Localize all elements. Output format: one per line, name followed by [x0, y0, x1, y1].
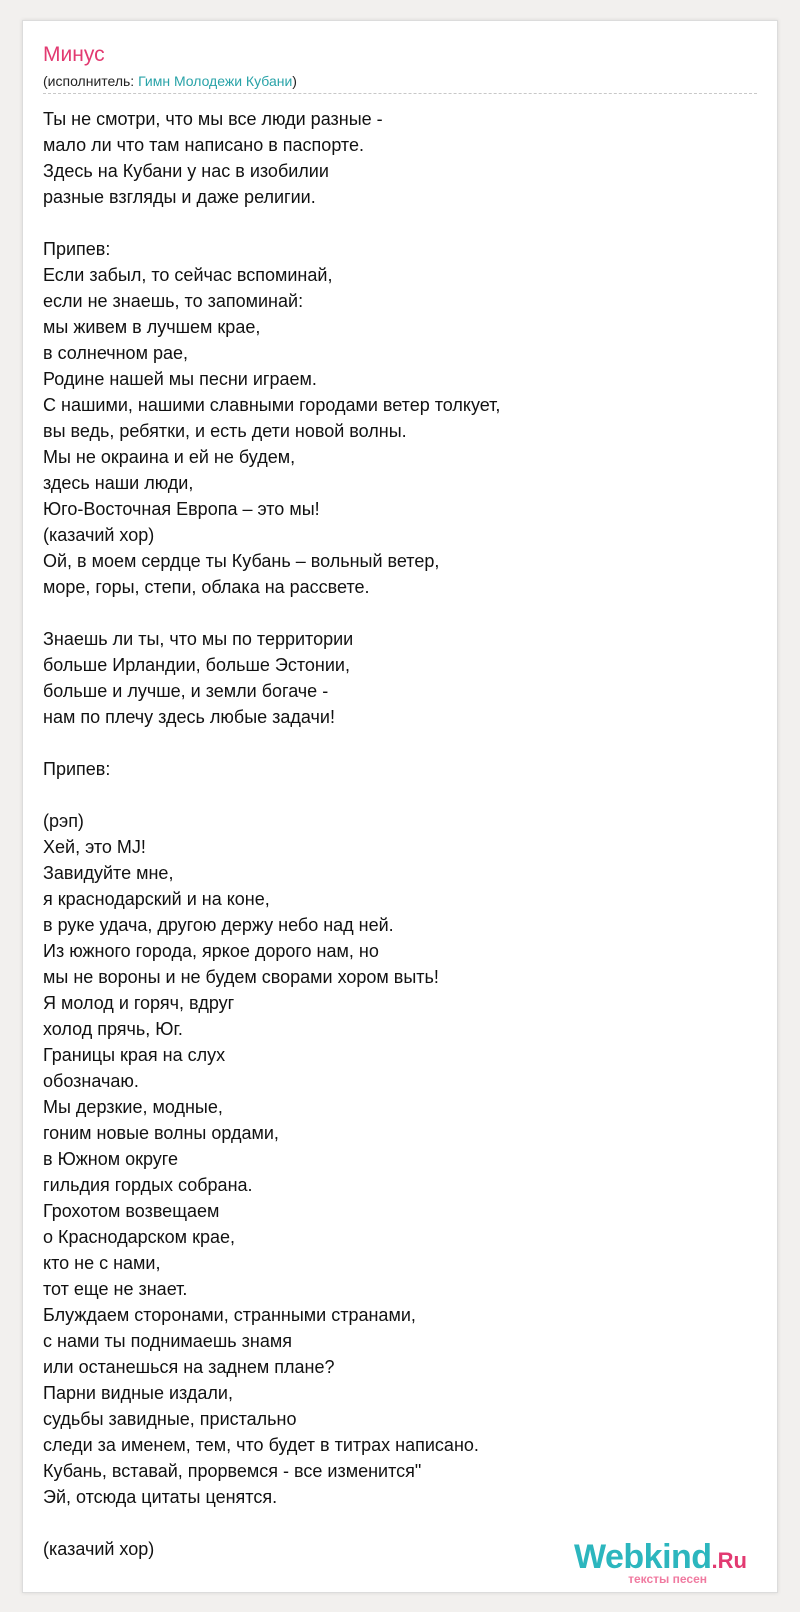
- lyric-line: Эй, отсюда цитаты ценятся.: [43, 1487, 278, 1507]
- lyric-line: море, горы, степи, облака на рассвете.: [43, 577, 370, 597]
- lyric-line: [43, 782, 759, 808]
- lyric-line: кто не с нами,: [43, 1253, 161, 1273]
- artist-link[interactable]: Гимн Молодежи Кубани: [138, 73, 293, 89]
- lyric-line: Знаешь ли ты, что мы по территории: [43, 629, 354, 649]
- lyric-line: [43, 1510, 759, 1536]
- lyric-line: (казачий хор): [43, 1539, 155, 1559]
- lyric-line: С нашими, нашими славными городами ветер толкует,: [43, 395, 501, 415]
- lyric-line: здесь наши люди,: [43, 473, 194, 493]
- lyric-line: Мы не окраина и ей не будем,: [43, 447, 296, 467]
- lyric-line: Я молод и горяч, вдруг: [43, 993, 235, 1013]
- lyric-line: Здесь на Кубани у нас в изобилии: [43, 161, 329, 181]
- lyric-line: мало ли что там написано в паспорте.: [43, 135, 364, 155]
- logo-tld: .Ru: [711, 1548, 747, 1573]
- lyric-line: [43, 210, 759, 236]
- divider: [43, 93, 757, 94]
- lyric-line: мы не вороны и не будем сворами хором выть!: [43, 967, 439, 987]
- logo-tagline: тексты песен: [628, 1572, 707, 1586]
- lyric-line: Парни видные издали,: [43, 1383, 233, 1403]
- lyric-line: Юго-Восточная Европа – это мы!: [43, 499, 320, 519]
- lyric-line: разные взгляды и даже религии.: [43, 187, 316, 207]
- artist-suffix: ): [292, 73, 297, 89]
- lyric-line: (рэп): [43, 811, 84, 831]
- lyric-line: гоним новые волны ордами,: [43, 1123, 279, 1143]
- lyric-line: Припев:: [43, 759, 111, 779]
- lyric-line: вы ведь, ребятки, и есть дети новой волны.: [43, 421, 407, 441]
- lyric-line: [43, 730, 759, 756]
- lyric-line: мы живем в лучшем крае,: [43, 317, 261, 337]
- lyric-line: Границы края на слух: [43, 1045, 226, 1065]
- lyrics-text: [43, 106, 759, 1562]
- lyric-line: гильдия гордых собрана.: [43, 1175, 253, 1195]
- lyric-line: обозначаю.: [43, 1071, 139, 1091]
- lyric-line: Блуждаем сторонами, странными странами,: [43, 1305, 416, 1325]
- lyric-line: Родине нашей мы песни играем.: [43, 369, 317, 389]
- lyric-line: Хей, это MJ!: [43, 837, 146, 857]
- lyric-line: с нами ты поднимаешь знамя: [43, 1331, 292, 1351]
- lyric-line: судьбы завидные, пристально: [43, 1409, 297, 1429]
- lyric-line: в руке удача, другою держу небо над ней.: [43, 915, 394, 935]
- lyric-line: Ты не смотри, что мы все люди разные -: [43, 109, 383, 129]
- lyric-line: Ой, в моем сердце ты Кубань – вольный ветер,: [43, 551, 440, 571]
- lyric-line: Завидуйте мне,: [43, 863, 174, 883]
- lyric-line: тот еще не знает.: [43, 1279, 188, 1299]
- lyric-line: Из южного города, яркое дорого нам, но: [43, 941, 379, 961]
- lyric-line: Кубань, вставай, прорвемся - все изменится": [43, 1461, 422, 1481]
- lyric-line: я краснодарский и на коне,: [43, 889, 270, 909]
- site-logo[interactable]: [574, 1538, 747, 1586]
- lyric-line: если не знаешь, то запоминай:: [43, 291, 304, 311]
- artist-prefix: (исполнитель:: [43, 73, 139, 89]
- lyric-line: больше и лучше, и земли богаче -: [43, 681, 329, 701]
- lyric-line: или останешься на заднем плане?: [43, 1357, 335, 1377]
- lyric-line: Мы дерзкие, модные,: [43, 1097, 223, 1117]
- lyric-line: следи за именем, тем, что будет в титрах написано.: [43, 1435, 479, 1455]
- lyric-line: холод прячь, Юг.: [43, 1019, 183, 1039]
- lyric-line: [43, 600, 759, 626]
- logo-brand: Webkind: [574, 1538, 712, 1576]
- lyric-line: в солнечном рае,: [43, 343, 188, 363]
- lyric-line: нам по плечу здесь любые задачи!: [43, 707, 335, 727]
- song-title: Минус: [43, 43, 105, 66]
- lyric-line: в Южном округе: [43, 1149, 178, 1169]
- artist-line: [43, 73, 297, 89]
- lyric-line: о Краснодарском крае,: [43, 1227, 235, 1247]
- lyric-line: Грохотом возвещаем: [43, 1201, 220, 1221]
- lyric-line: больше Ирландии, больше Эстонии,: [43, 655, 350, 675]
- lyric-line: Припев:: [43, 239, 111, 259]
- lyrics-card: [22, 20, 778, 1593]
- lyric-line: Если забыл, то сейчас вспоминай,: [43, 265, 333, 285]
- lyric-line: (казачий хор): [43, 525, 155, 545]
